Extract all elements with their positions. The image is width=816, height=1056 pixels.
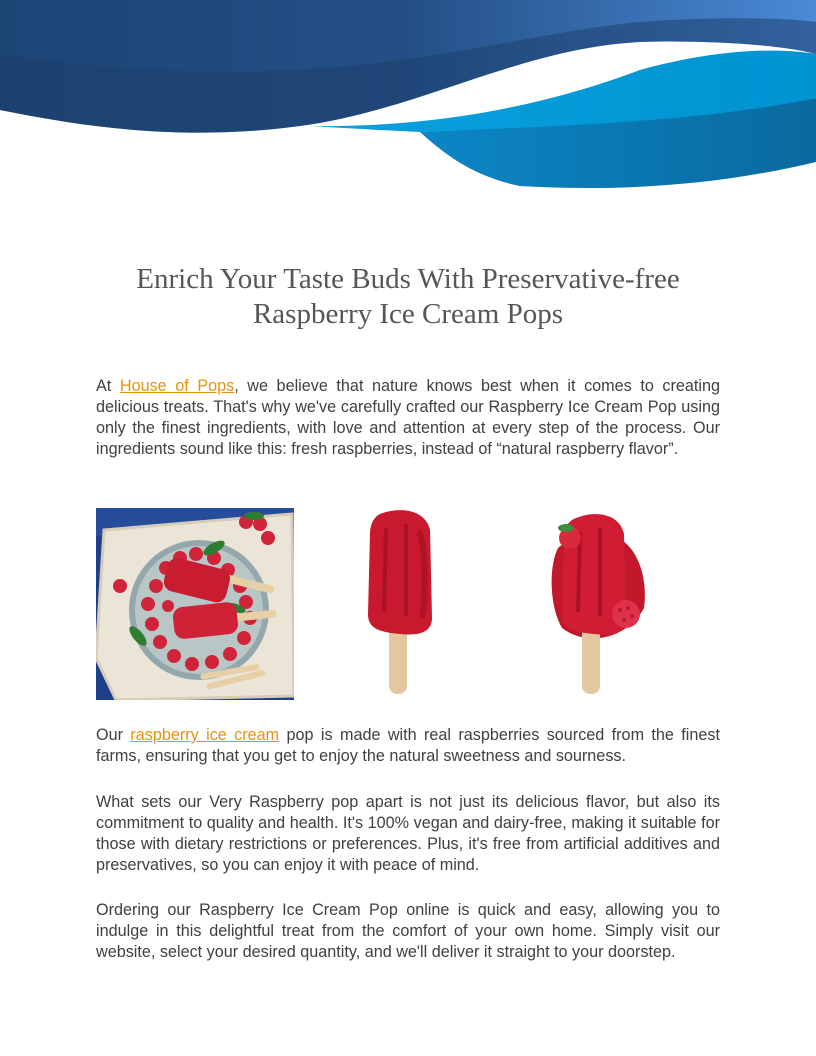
raspberry-pops-plate-photo [96, 508, 294, 700]
title-line-1: Enrich Your Taste Buds With Preservative-free [136, 263, 680, 295]
raspberry-paragraph [96, 725, 720, 767]
raspberry-text-start: Our [96, 726, 131, 744]
house-of-pops-link[interactable]: House of Pops [119, 377, 235, 395]
ordering-paragraph: Ordering our Raspberry Ice Cream Pop online is quick and easy, allowing you to indulge in this delightful treat from the comfort of your own home. Simply visit our website, select your desired quantity, and we'll deliver it straight to your doorstep. [96, 901, 720, 961]
quality-paragraph: What sets our Very Raspberry pop apart is not just its delicious flavor, but also its commitment to quality and health. It's 100% vegan and dairy-free, making it suitable for those with dietary restrictions or preferences. Plus, it's free from artificial additives and preservatives, so you can enjoy it with peace of mind. [96, 793, 720, 874]
page-title [96, 262, 720, 332]
raspberry-pop-with-berries-photo [548, 508, 650, 698]
raspberry-pop-photo [356, 508, 446, 698]
header-wave-banner [0, 0, 816, 200]
raspberry-text-rest: pop is made with real raspberries sourced from the finest farms, ensuring that you get to enjoy the natural sweetness and sourness. [96, 726, 720, 765]
intro-paragraph [96, 376, 720, 460]
intro-text-rest: , we believe that nature knows best when it comes to creating delicious treats. That's why we've carefully crafted our Raspberry Ice Cream Pop using only the finest ingredients, with love and attention at every step of the process. Our ingredients sound like this: fresh raspberries, instead of “natural raspberry flavor”. [96, 377, 720, 458]
intro-text-start: At [96, 377, 120, 395]
raspberry-ice-cream-link[interactable]: raspberry ice cream [130, 726, 280, 744]
title-line-2: Raspberry Ice Cream Pops [252, 298, 564, 330]
